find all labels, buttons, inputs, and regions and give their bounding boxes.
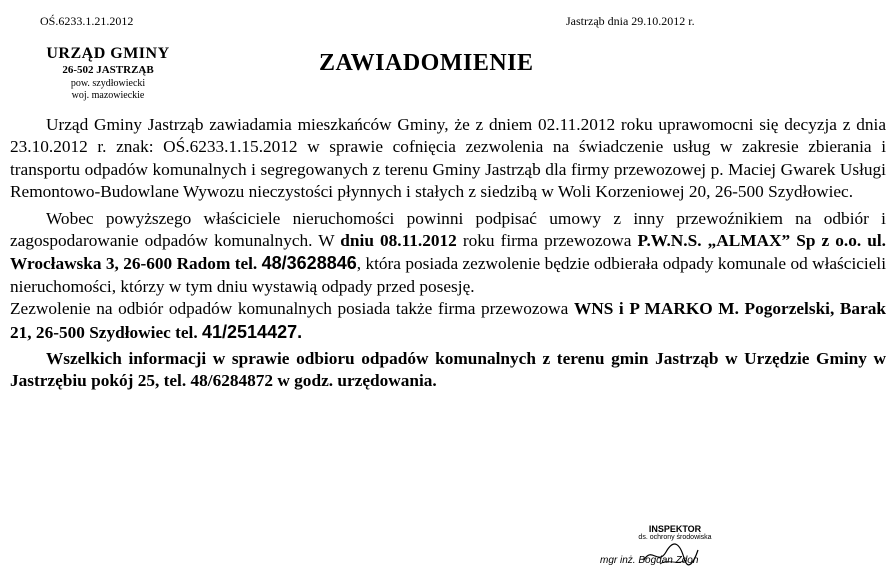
document-body	[10, 114, 886, 393]
paragraph-decision-notice: Urząd Gminy Jastrząb zawiadamia mieszkańców Gminy, że z dniem 02.11.2012 roku uprawomocni się decyzja z dnia 23.10.2012 r. znak: OŚ.6233.1.15.2012 w sprawie cofnięcia zezwolenia na świadczenie usług w zakresie zbierania i transportu odpadów komunalnych i segregowanych z terenu Gminy Jastrząb dla firmy przewozowej p. Maciej Gwarek Usługi Remontowo-Budowlane Wywozu nieczystości płynnych i stałych z siedzibą w Woli Korzeniowej 20, 26-500 Szydłowiec.	[10, 115, 886, 202]
office-stamp	[28, 46, 188, 101]
signature-title: INSPEKTOR	[648, 524, 702, 534]
paragraph-text: roku firma przewozowa	[456, 231, 638, 251]
document-reference-number: OŚ.6233.1.21.2012	[40, 14, 134, 28]
signature-subtitle: ds. ochrony środowiska	[638, 534, 712, 541]
document-date: Jastrząb dnia 29.10.2012 r.	[566, 14, 695, 28]
carrier-almax-address: P.W.N.S. „ALMAX” Sp z o.o. ul. Wrocławska 3, 26-600 Radom tel.	[10, 231, 886, 274]
carrier-almax-phone: 48/3628846	[261, 253, 357, 274]
signature-name: mgr inż. Bogdan Zdon	[600, 555, 699, 566]
carrier-marko-address: WNS i P MARKO M. Pogorzelski, Barak 21, 26-500 Szydłowiec tel.	[10, 299, 886, 342]
paragraph-new-carrier	[10, 208, 886, 299]
stamp-office-name: URZĄD GMINY	[46, 45, 170, 62]
carrier-marko-phone: 41/2514427.	[202, 321, 303, 342]
document-title: ZAWIADOMIENIE	[319, 50, 534, 76]
paragraph-second-carrier	[10, 298, 886, 344]
stamp-postal-address: 26-502 JASTRZĄB	[62, 64, 154, 76]
stamp-county: pow. szydłowiecki	[70, 78, 146, 89]
paragraph-contact-info: Wszelkich informacji w sprawie odbioru odpadów komunalnych z terenu gmin Jastrząb w Urzędzie Gminy w Jastrzębiu pokój 25, tel. 48/6284872 w godz. urzędowania.	[10, 349, 886, 391]
paragraph-text: Wobec powyższego właściciele nieruchomości powinni podpisać umowy z inny przewoźnikiem na odbiór i zagospodarowanie odpadów komunalnych. W	[10, 208, 886, 251]
handwritten-signature-icon	[640, 540, 700, 570]
collection-date: dniu 08.11.2012	[340, 231, 457, 251]
paragraph-text: Zezwolenie na odbiór odpadów komunalnych posiada także firma przewozowa	[10, 299, 574, 319]
stamp-voivodeship: woj. mazowieckie	[71, 90, 145, 101]
paragraph-text: , która posiada zezwolenie będzie odbierała odpady komunale od właścicieli nieruchomości, którzy w tym dniu wystawią odpady przed posesję.	[10, 254, 886, 296]
